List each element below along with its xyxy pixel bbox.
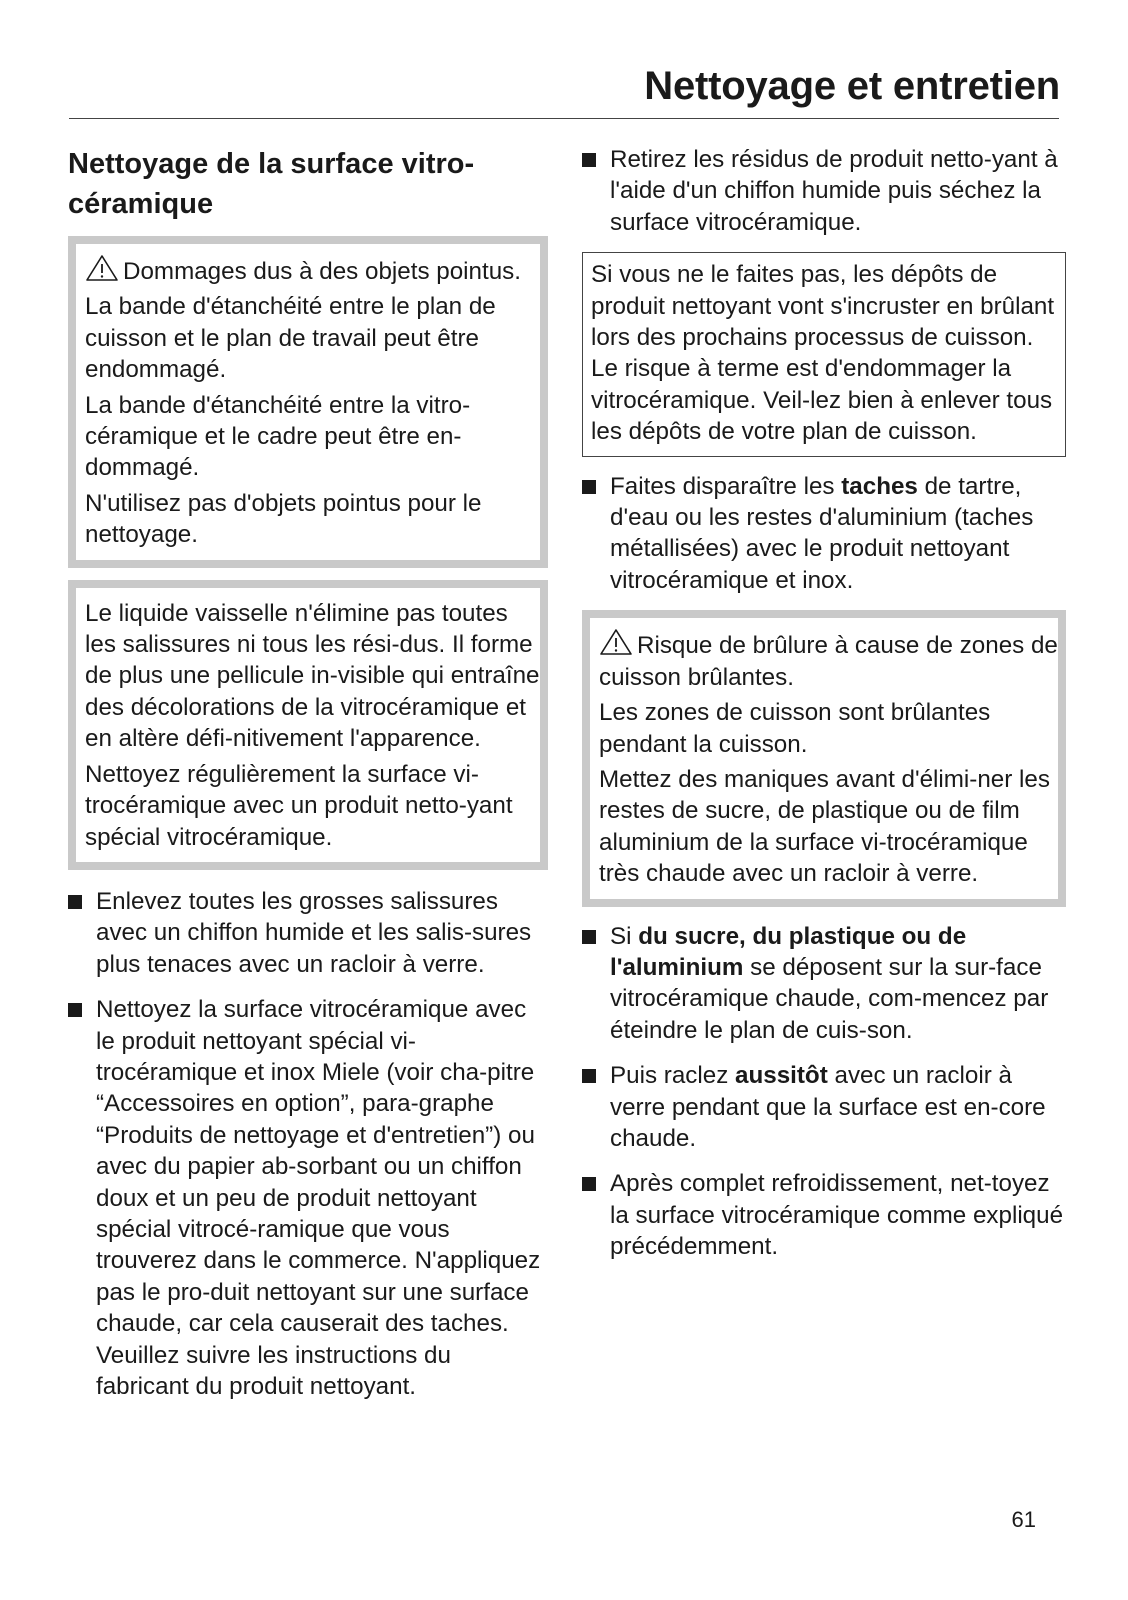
bullet-square-icon — [582, 1177, 596, 1191]
list-item — [68, 886, 548, 980]
list-item — [582, 1060, 1066, 1154]
warning-triangle-icon — [85, 254, 119, 282]
warning-paragraph: Les zones de cuisson sont brûlantes pendant la cuisson. — [599, 699, 991, 758]
emphasis-text: du sucre, du plastique ou de l'aluminium — [610, 922, 967, 981]
warning-paragraph: N'utilisez pas d'objets pointus pour le nettoyage. — [85, 489, 482, 549]
bullet-square-icon — [582, 1069, 596, 1083]
note-paragraph: Si vous ne le faites pas, les dépôts de produit nettoyant vont s'incruster en brûlant lors des prochains processus de cuisson. Le risque à terme est d'endommager la vitrocéramique. Veil-lez bien à enlever tous les dépôts de votre plan de cuisson. — [591, 261, 1055, 446]
list-item — [68, 994, 548, 1402]
bullet-square-icon — [582, 930, 596, 944]
list-item-text: Puis raclez aussitôt avec un racloir à verre pendant que la surface est en-core chaude. — [610, 1062, 1046, 1152]
emphasis-text: aussitôt — [735, 1062, 828, 1090]
bullet-square-icon — [68, 1003, 82, 1017]
list-item-text: Si du sucre, du plastique ou de l'aluminium se déposent sur la sur-face vitrocéramique chaude, com-mencez par éteindre le plan de cuis-son. — [610, 922, 1049, 1044]
info-box-dish-soap — [68, 580, 548, 870]
bullet-square-icon — [582, 153, 596, 167]
bullet-square-icon — [582, 480, 596, 494]
header-divider — [69, 118, 1059, 119]
warning-paragraph: Mettez des maniques avant d'élimi-ner les restes de sucre, de plastique ou de film aluminium de la surface vi-trocéramique très chaude avec un racloir à verre. — [599, 765, 1050, 888]
warning-triangle-icon — [599, 628, 633, 656]
list-item — [582, 144, 1066, 238]
warning-box-sharp-objects — [68, 236, 548, 568]
right-column — [582, 144, 1066, 1263]
warning-paragraph: La bande d'étanchéité entre le plan de cuisson et le plan de travail peut être endommagé. — [85, 293, 496, 384]
info-paragraph: Nettoyez régulièrement la surface vi-trocéramique avec un produit netto-yant spécial vitrocéramique. — [85, 760, 513, 851]
page-number: 61 — [1011, 1507, 1036, 1532]
warning-heading-text: Dommages dus à des objets pointus. — [123, 258, 521, 285]
emphasis-text: taches — [841, 472, 918, 500]
list-item-text: Retirez les résidus de produit netto-yant à l'aide d'un chiffon humide puis séchez la surface vitrocéramique. — [610, 146, 1058, 236]
list-item-text: Nettoyez la surface vitrocéramique avec le produit nettoyant spécial vi-trocéramique et inox Miele (voir cha-pitre “Accessoires en option”, para-graphe “Produits de nettoyage et d'entretien”) ou avec du papier ab-sorbant ou un chiffon doux et un peu de produit nettoyant spécial vitrocé-ramique que vous trouverez dans le commerce. N'appliquez pas le pro-duit nettoyant sur une surface chaude, car cela causerait des taches. Veuillez suivre les instructions du fabricant du produit nettoyant. — [96, 996, 541, 1400]
list-item — [582, 921, 1066, 1047]
bullet-square-icon — [68, 895, 82, 909]
list-item-text: Après complet refroidissement, net-toyez la surface vitrocéramique comme expliqué précédemment. — [610, 1170, 1064, 1261]
list-item-text: Faites disparaître les taches de tartre, d'eau ou les restes d'aluminium (taches métallisées) avec le produit nettoyant vitrocéramique et inox. — [610, 472, 1034, 594]
warning-heading-text: Risque de brûlure à cause de zones de cuisson brûlantes. — [599, 632, 1058, 691]
list-item-text: Enlevez toutes les grosses salissures avec un chiffon humide et les salis-sures plus tenaces avec un racloir à verre. — [96, 887, 532, 978]
list-item — [582, 471, 1066, 597]
warning-heading — [599, 628, 1058, 693]
list-item — [582, 1168, 1066, 1262]
note-box — [582, 252, 1066, 456]
left-column — [68, 144, 548, 1402]
warning-box-burn — [582, 610, 1066, 906]
info-paragraph: Le liquide vaisselle n'élimine pas toutes les salissures ni tous les rési-dus. Il forme de plus une pellicule in-visible qui entraîne des décolorations de la vitrocéramique et en altère défi-nitivement l'apparence. — [85, 599, 540, 753]
page-header-title: Nettoyage et entretien — [644, 64, 1060, 108]
warning-heading — [85, 254, 540, 287]
section-title: Nettoyage de la surface vitro-céramique — [68, 148, 475, 220]
warning-paragraph: La bande d'étanchéité entre la vitro-céramique et le cadre peut être en-dommagé. — [85, 391, 471, 482]
